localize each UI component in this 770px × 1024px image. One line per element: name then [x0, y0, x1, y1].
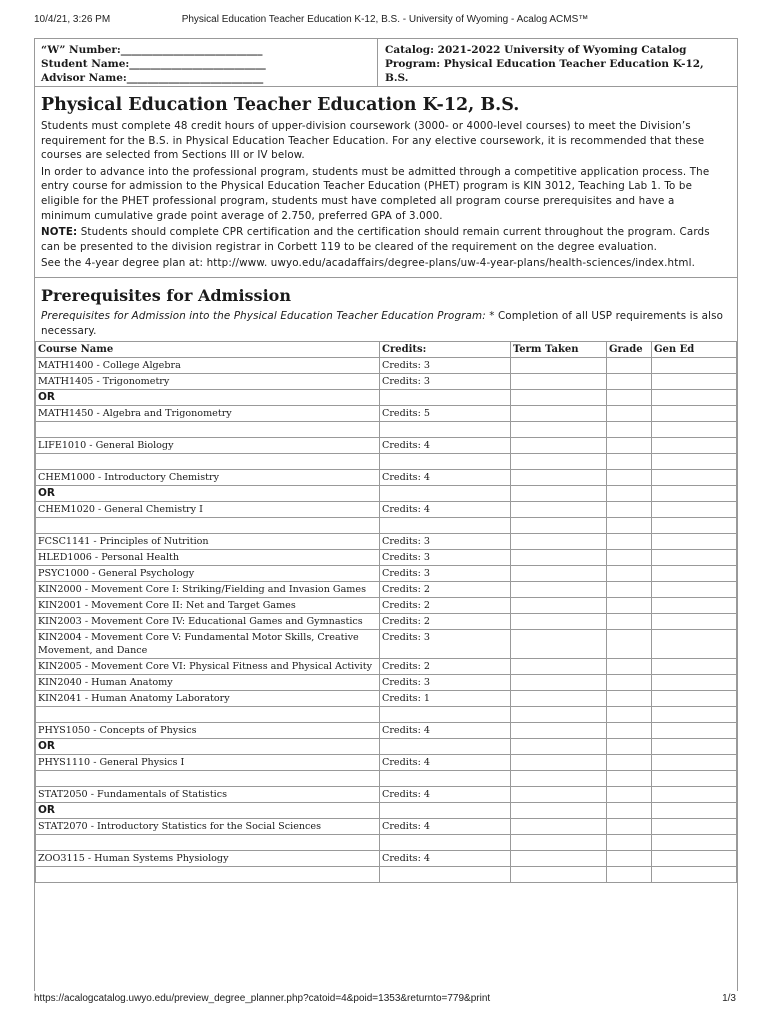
- term-taken-cell: [511, 614, 607, 630]
- course-credits: [380, 454, 511, 470]
- term-taken-cell: [511, 406, 607, 422]
- grade-cell: [607, 771, 652, 787]
- grade-cell: [607, 390, 652, 406]
- course-credits: Credits: 4: [380, 787, 511, 803]
- gen-ed-cell: [652, 819, 737, 835]
- course-credits: [380, 422, 511, 438]
- course-row: [36, 438, 737, 454]
- gen-ed-cell: [652, 550, 737, 566]
- print-header: [34, 14, 736, 28]
- grade-cell: [607, 406, 652, 422]
- course-credits: [380, 739, 511, 755]
- grade-cell: [607, 819, 652, 835]
- grade-cell: [607, 582, 652, 598]
- term-taken-cell: [511, 630, 607, 659]
- col-course-name: Course Name: [36, 342, 380, 358]
- print-url: https://acalogcatalog.uwyo.edu/preview_degree_planner.php?catoid=4&poid=1353&returnto=779&print: [34, 993, 491, 1004]
- gen-ed-cell: [652, 723, 737, 739]
- term-taken-cell: [511, 867, 607, 883]
- col-term-taken: Term Taken: [511, 342, 607, 358]
- course-name: [36, 835, 380, 851]
- gen-ed-cell: [652, 374, 737, 390]
- course-name: CHEM1000 - Introductory Chemistry: [36, 470, 380, 486]
- course-row: [36, 550, 737, 566]
- table-header-row: [36, 342, 737, 358]
- course-row: [36, 675, 737, 691]
- course-row: [36, 755, 737, 771]
- admission-description: In order to advance into the professional program, students must be admitted through a competitive application process. The entry course for admission to the Physical Education Teacher Education (PHET) program is KIN 3012, Teaching Lab 1. To be eligible for the PHET professional program, students must have completed all program course prerequisites and have a minimum cumulative grade point average of 2.750, preferred GPA of 3.000.: [41, 165, 710, 222]
- course-name: KIN2040 - Human Anatomy: [36, 675, 380, 691]
- prerequisites-heading: Prerequisites for Admission: [41, 285, 291, 305]
- course-credits: Credits: 4: [380, 438, 511, 454]
- term-taken-cell: [511, 787, 607, 803]
- info-box: [35, 39, 737, 87]
- term-taken-cell: [511, 518, 607, 534]
- term-taken-cell: [511, 422, 607, 438]
- program-label: Program: Physical Education Teacher Education K-12, B.S.: [385, 58, 704, 84]
- course-row: [36, 723, 737, 739]
- info-divider: [377, 39, 378, 86]
- term-taken-cell: [511, 598, 607, 614]
- term-taken-cell: [511, 803, 607, 819]
- course-credits: Credits: 3: [380, 374, 511, 390]
- gen-ed-cell: [652, 406, 737, 422]
- gen-ed-cell: [652, 803, 737, 819]
- degree-plan-link-text: See the 4-year degree plan at: http://www. uwyo.edu/acadaffairs/degree-plans/uw-4-year-plans/health-sciences/index.html.: [41, 257, 696, 270]
- grade-cell: [607, 867, 652, 883]
- gen-ed-cell: [652, 630, 737, 659]
- grade-cell: [607, 755, 652, 771]
- course-row: [36, 614, 737, 630]
- gen-ed-cell: [652, 390, 737, 406]
- grade-cell: [607, 502, 652, 518]
- or-label: OR: [36, 739, 380, 755]
- grade-cell: [607, 851, 652, 867]
- blank-row: [36, 518, 737, 534]
- gen-ed-cell: [652, 771, 737, 787]
- course-row: [36, 502, 737, 518]
- prerequisites-intro: [41, 309, 727, 338]
- course-credits: Credits: 3: [380, 630, 511, 659]
- grade-cell: [607, 787, 652, 803]
- grade-cell: [607, 358, 652, 374]
- course-name: KIN2005 - Movement Core VI: Physical Fitness and Physical Activity: [36, 659, 380, 675]
- term-taken-cell: [511, 659, 607, 675]
- gen-ed-cell: [652, 454, 737, 470]
- term-taken-cell: [511, 454, 607, 470]
- term-taken-cell: [511, 390, 607, 406]
- cpr-note: [41, 225, 727, 254]
- course-name: [36, 454, 380, 470]
- grade-cell: [607, 566, 652, 582]
- col-grade: Grade: [607, 342, 652, 358]
- gen-ed-cell: [652, 787, 737, 803]
- gen-ed-cell: [652, 739, 737, 755]
- course-credits: [380, 867, 511, 883]
- or-label: OR: [36, 486, 380, 502]
- grade-cell: [607, 707, 652, 723]
- course-credits: Credits: 4: [380, 723, 511, 739]
- or-row: [36, 803, 737, 819]
- table-body: [36, 358, 737, 883]
- grade-cell: [607, 374, 652, 390]
- course-credits: Credits: 3: [380, 675, 511, 691]
- course-credits: [380, 390, 511, 406]
- gen-ed-cell: [652, 851, 737, 867]
- course-row: [36, 598, 737, 614]
- term-taken-cell: [511, 582, 607, 598]
- or-row: [36, 390, 737, 406]
- course-name: KIN2041 - Human Anatomy Laboratory: [36, 691, 380, 707]
- course-name: STAT2050 - Fundamentals of Statistics: [36, 787, 380, 803]
- blank-row: [36, 707, 737, 723]
- gen-ed-cell: [652, 659, 737, 675]
- or-row: [36, 486, 737, 502]
- gen-ed-cell: [652, 598, 737, 614]
- term-taken-cell: [511, 470, 607, 486]
- course-name: LIFE1010 - General Biology: [36, 438, 380, 454]
- gen-ed-cell: [652, 486, 737, 502]
- course-credits: Credits: 3: [380, 550, 511, 566]
- course-credits: Credits: 2: [380, 582, 511, 598]
- catalog-info: [385, 43, 725, 85]
- course-row: [36, 358, 737, 374]
- grade-cell: [607, 675, 652, 691]
- gen-ed-cell: [652, 867, 737, 883]
- course-row: [36, 659, 737, 675]
- print-datetime: 10/4/21, 3:26 PM: [34, 14, 111, 25]
- course-name: ZOO3115 - Human Systems Physiology: [36, 851, 380, 867]
- course-name: [36, 707, 380, 723]
- course-name: KIN2004 - Movement Core V: Fundamental Motor Skills, Creative Movement, and Dance: [36, 630, 380, 659]
- course-row: [36, 787, 737, 803]
- course-name: MATH1400 - College Algebra: [36, 358, 380, 374]
- w-number-field: “W” Number:___________________________: [41, 44, 263, 56]
- course-credits: Credits: 1: [380, 691, 511, 707]
- gen-ed-cell: [652, 470, 737, 486]
- blank-row: [36, 771, 737, 787]
- course-row: [36, 851, 737, 867]
- course-name: [36, 422, 380, 438]
- or-label: OR: [36, 390, 380, 406]
- course-credits: Credits: 4: [380, 502, 511, 518]
- gen-ed-cell: [652, 566, 737, 582]
- gen-ed-cell: [652, 835, 737, 851]
- course-credits: [380, 518, 511, 534]
- gen-ed-cell: [652, 502, 737, 518]
- course-row: [36, 374, 737, 390]
- course-credits: Credits: 2: [380, 614, 511, 630]
- term-taken-cell: [511, 502, 607, 518]
- grade-cell: [607, 659, 652, 675]
- gen-ed-cell: [652, 582, 737, 598]
- course-credits: Credits: 3: [380, 566, 511, 582]
- note-label: NOTE:: [41, 226, 78, 239]
- course-credits: Credits: 5: [380, 406, 511, 422]
- term-taken-cell: [511, 771, 607, 787]
- course-row: [36, 691, 737, 707]
- grade-cell: [607, 454, 652, 470]
- grade-cell: [607, 518, 652, 534]
- term-taken-cell: [511, 566, 607, 582]
- or-row: [36, 739, 737, 755]
- term-taken-cell: [511, 835, 607, 851]
- grade-cell: [607, 470, 652, 486]
- term-taken-cell: [511, 723, 607, 739]
- grade-cell: [607, 691, 652, 707]
- course-credits: [380, 707, 511, 723]
- col-credits: Credits:: [380, 342, 511, 358]
- course-credits: [380, 803, 511, 819]
- page-number: 1/3: [722, 993, 736, 1004]
- term-taken-cell: [511, 819, 607, 835]
- course-row: [36, 534, 737, 550]
- course-name: FCSC1141 - Principles of Nutrition: [36, 534, 380, 550]
- course-credits: Credits: 3: [380, 358, 511, 374]
- grade-cell: [607, 723, 652, 739]
- term-taken-cell: [511, 438, 607, 454]
- grade-cell: [607, 803, 652, 819]
- term-taken-cell: [511, 691, 607, 707]
- grade-cell: [607, 438, 652, 454]
- course-name: KIN2003 - Movement Core IV: Educational Games and Gymnastics: [36, 614, 380, 630]
- grade-cell: [607, 598, 652, 614]
- gen-ed-cell: [652, 534, 737, 550]
- document-frame: [34, 38, 738, 991]
- grade-cell: [607, 630, 652, 659]
- course-name: PHYS1110 - General Physics I: [36, 755, 380, 771]
- gen-ed-cell: [652, 518, 737, 534]
- grade-cell: [607, 422, 652, 438]
- term-taken-cell: [511, 675, 607, 691]
- term-taken-cell: [511, 851, 607, 867]
- term-taken-cell: [511, 358, 607, 374]
- print-footer: [34, 993, 736, 1007]
- course-name: KIN2000 - Movement Core I: Striking/Fielding and Invasion Games: [36, 582, 380, 598]
- course-row: [36, 582, 737, 598]
- gen-ed-cell: [652, 707, 737, 723]
- course-credits: [380, 486, 511, 502]
- gen-ed-cell: [652, 358, 737, 374]
- advisor-name-field: Advisor Name:__________________________: [41, 72, 264, 84]
- or-label: OR: [36, 803, 380, 819]
- term-taken-cell: [511, 707, 607, 723]
- prerequisites-section: [35, 277, 737, 883]
- course-credits: Credits: 4: [380, 851, 511, 867]
- gen-ed-cell: [652, 755, 737, 771]
- print-title: Physical Education Teacher Education K-12, B.S. - University of Wyoming - Acalog ACMS™: [181, 14, 589, 25]
- blank-row: [36, 835, 737, 851]
- course-name: [36, 867, 380, 883]
- course-name: STAT2070 - Introductory Statistics for the Social Sciences: [36, 819, 380, 835]
- term-taken-cell: [511, 739, 607, 755]
- grade-cell: [607, 550, 652, 566]
- grade-cell: [607, 614, 652, 630]
- grade-cell: [607, 486, 652, 502]
- course-credits: Credits: 3: [380, 534, 511, 550]
- grade-cell: [607, 534, 652, 550]
- course-row: [36, 630, 737, 659]
- course-credits: Credits: 4: [380, 470, 511, 486]
- course-row: [36, 406, 737, 422]
- course-name: HLED1006 - Personal Health: [36, 550, 380, 566]
- blank-row: [36, 454, 737, 470]
- blank-row: [36, 422, 737, 438]
- blank-row: [36, 867, 737, 883]
- prerequisites-intro-italic: Prerequisites for Admission into the Physical Education Teacher Education Program:: [41, 309, 486, 322]
- term-taken-cell: [511, 486, 607, 502]
- term-taken-cell: [511, 374, 607, 390]
- course-name: MATH1450 - Algebra and Trigonometry: [36, 406, 380, 422]
- note-text: Students should complete CPR certification and the certification should remain current throughout the program. Cards can be presented to the division registrar in Corbett 119 to be cleared of the requirement on the degree evaluation.: [41, 226, 710, 253]
- catalog-label: Catalog: 2021-2022 University of Wyoming Catalog: [385, 44, 687, 56]
- program-title: Physical Education Teacher Education K-12, B.S.: [41, 95, 520, 115]
- student-info: [41, 43, 371, 85]
- course-credits: [380, 835, 511, 851]
- course-credits: Credits: 4: [380, 755, 511, 771]
- course-row: [36, 566, 737, 582]
- program-description: Students must complete 48 credit hours of upper-division coursework (3000- or 4000-level courses) to meet the Division’s requirement for the B.S. in Physical Education Teacher Education. For any elective coursework, it is recommended that these courses are selected from Sections III or IV below.: [41, 120, 705, 162]
- student-name-field: Student Name:__________________________: [41, 58, 266, 70]
- course-credits: Credits: 2: [380, 598, 511, 614]
- gen-ed-cell: [652, 675, 737, 691]
- grade-cell: [607, 739, 652, 755]
- gen-ed-cell: [652, 422, 737, 438]
- course-name: KIN2001 - Movement Core II: Net and Target Games: [36, 598, 380, 614]
- gen-ed-cell: [652, 691, 737, 707]
- col-gen-ed: Gen Ed: [652, 342, 737, 358]
- prerequisites-intro-rest: * Completion of all USP requirements is also necessary.: [41, 309, 724, 337]
- course-name: PSYC1000 - General Psychology: [36, 566, 380, 582]
- course-name: CHEM1020 - General Chemistry I: [36, 502, 380, 518]
- prerequisites-table: [35, 341, 737, 883]
- course-name: [36, 771, 380, 787]
- course-credits: Credits: 2: [380, 659, 511, 675]
- course-name: PHYS1050 - Concepts of Physics: [36, 723, 380, 739]
- course-credits: Credits: 4: [380, 819, 511, 835]
- course-credits: [380, 771, 511, 787]
- term-taken-cell: [511, 755, 607, 771]
- course-row: [36, 470, 737, 486]
- gen-ed-cell: [652, 438, 737, 454]
- term-taken-cell: [511, 534, 607, 550]
- course-name: MATH1405 - Trigonometry: [36, 374, 380, 390]
- grade-cell: [607, 835, 652, 851]
- gen-ed-cell: [652, 614, 737, 630]
- term-taken-cell: [511, 550, 607, 566]
- course-name: [36, 518, 380, 534]
- course-row: [36, 819, 737, 835]
